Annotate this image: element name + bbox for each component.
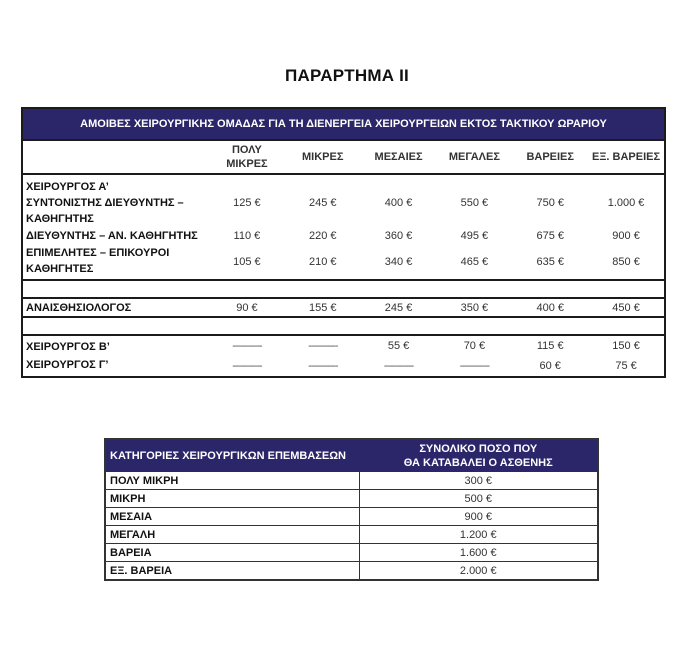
table-row [23, 195, 664, 227]
category-cell: ΠΟΛΥ ΜΙΚΡΗ [105, 472, 359, 490]
fee-cell: 90 € [236, 301, 258, 314]
category-cell: ΒΑΡΕΙΑ [105, 544, 359, 562]
separator-row [23, 280, 664, 298]
fee-cell: 245 € [384, 301, 413, 314]
fee-cell-empty: ----------- [232, 340, 262, 352]
column-header-empty [23, 141, 209, 174]
fees-table-caption: ΑΜΟΙΒΕΣ ΧΕΙΡΟΥΡΓΙΚΗΣ ΟΜΑΔΑΣ ΓΙΑ ΤΗ ΔΙΕΝΕΡΓΕΙΑ ΧΕΙΡΟΥΡΓΕΙΩΝ ΕΚΤΟΣ ΤΑΚΤΙΚΟΥ ΩΡΑΡΙΟΥ [23, 109, 664, 141]
category-cell: ΕΞ. ΒΑΡΕΙΑ [105, 562, 359, 581]
fee-cell: 465 € [460, 256, 489, 268]
fee-cell: 150 € [612, 340, 640, 352]
table-row [23, 298, 664, 317]
surgical-team-fees-table [21, 107, 666, 378]
fee-cell: 550 € [460, 197, 489, 209]
table-row [23, 245, 664, 280]
amount-cell: 300 € [359, 472, 598, 490]
fee-cell: 125 € [233, 197, 261, 209]
category-cell: ΜΙΚΡΗ [105, 490, 359, 508]
patient-table-header [105, 439, 598, 472]
fee-cell: 350 € [460, 301, 489, 314]
column-header: ΜΙΚΡΕΣ [285, 141, 361, 174]
fee-cell: 675 € [536, 230, 564, 242]
fee-cell: 400 € [384, 197, 413, 209]
fee-cell: 55 € [387, 340, 410, 352]
fee-cell: 495 € [460, 230, 489, 242]
table-row [105, 526, 598, 544]
fee-cell: 360 € [384, 230, 413, 242]
fee-cell: 155 € [308, 301, 337, 314]
fee-cell-empty: ----------- [308, 340, 338, 352]
row-label: ΑΝΑΙΣΘΗΣΙΟΛΟΓΟΣ [26, 301, 132, 314]
table-row [105, 562, 598, 581]
amount-cell: 500 € [359, 490, 598, 508]
row-label: ΕΠΙΜΕΛΗΤΕΣ – ΕΠΙΚΟΥΡΟΙ ΚΑΘΗΓΗΤΕΣ [26, 247, 170, 275]
fee-cell: 340 € [384, 256, 413, 268]
fee-cell: 110 € [233, 230, 261, 242]
fee-cell: 75 € [615, 360, 637, 372]
separator-row [23, 317, 664, 335]
fee-cell-empty: ----------- [308, 360, 338, 372]
category-cell: ΜΕΓΑΛΗ [105, 526, 359, 544]
fee-cell: 635 € [536, 256, 564, 268]
fee-cell: 750 € [536, 197, 564, 209]
table-row [105, 508, 598, 526]
fee-cell: 1.000 € [607, 197, 645, 209]
header-total-amount: ΣΥΝΟΛΙΚΟ ΠΟΣΟ ΠΟΥ ΘΑ ΚΑΤΑΒΑΛΕΙ Ο ΑΣΘΕΝΗΣ [359, 439, 598, 472]
table-row [105, 490, 598, 508]
fee-cell: 210 € [308, 256, 337, 268]
fee-cell-empty: ----------- [232, 360, 262, 372]
table-row [23, 335, 664, 356]
column-header: ΒΑΡΕΙΕΣ [512, 141, 588, 174]
row-label: ΧΕΙΡΟΥΡΓΟΣ Γ’ [26, 359, 109, 371]
fee-cell: 115 € [536, 340, 564, 352]
column-header: ΜΕΣΑΙΕΣ [361, 141, 437, 174]
column-header-row [23, 141, 664, 174]
column-header: ΕΞ. ΒΑΡΕΙΕΣ [588, 141, 664, 174]
fee-cell-empty: ----------- [383, 360, 414, 372]
column-header: ΠΟΛΥ ΜΙΚΡΕΣ [209, 141, 285, 174]
table-row [23, 356, 664, 376]
row-label: ΧΕΙΡΟΥΡΓΟΣ Β’ [26, 341, 110, 353]
fee-cell: 450 € [612, 301, 640, 314]
table-row [105, 544, 598, 562]
fee-cell: 220 € [308, 230, 337, 242]
page-title: ΠΑΡΑΡΤΗΜΑ ΙΙ [285, 66, 409, 85]
column-header: ΜΕΓΑΛΕΣ [436, 141, 512, 174]
amount-cell: 2.000 € [359, 562, 598, 581]
row-label: ΣΥΝΤΟΝΙΣΤΗΣ ΔΙΕΥΘΥΝΤΗΣ – ΚΑΘΗΓΗΤΗΣ [26, 197, 184, 225]
fee-cell-empty: ----------- [459, 360, 490, 372]
header-categories: ΚΑΤΗΓΟΡΙΕΣ ΧΕΙΡΟΥΡΓΙΚΩΝ ΕΠΕΜΒΑΣΕΩΝ [105, 439, 359, 472]
amount-cell: 900 € [359, 508, 598, 526]
fee-cell: 60 € [539, 360, 561, 372]
amount-cell: 1.200 € [359, 526, 598, 544]
group-label: ΧΕΙΡΟΥΡΓΟΣ Α’ [26, 181, 109, 193]
fee-cell: 245 € [308, 197, 337, 209]
fee-cell: 400 € [536, 301, 564, 314]
patient-payment-table [104, 438, 599, 581]
category-cell: ΜΕΣΑΙΑ [105, 508, 359, 526]
group-label-row [23, 174, 664, 195]
fee-cell: 900 € [612, 230, 640, 242]
row-label: ΔΙΕΥΘΥΝΤΗΣ – ΑΝ. ΚΑΘΗΓΗΤΗΣ [26, 230, 198, 242]
amount-cell: 1.600 € [359, 544, 598, 562]
table-row [23, 227, 664, 245]
fee-cell: 850 € [612, 256, 640, 268]
fee-cell: 105 € [233, 256, 261, 268]
fee-cell: 70 € [463, 340, 486, 352]
table-row [105, 472, 598, 490]
